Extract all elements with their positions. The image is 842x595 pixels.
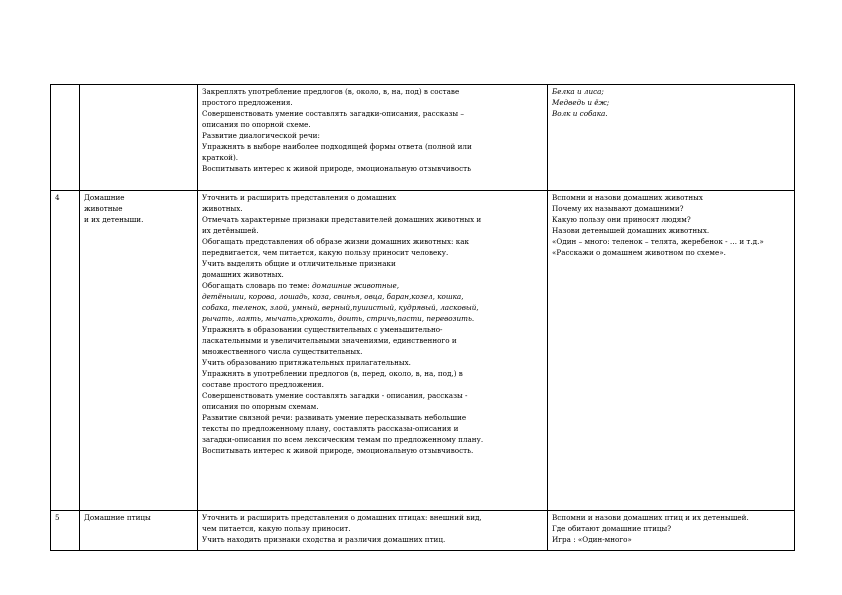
- goal-line: составе простого предложения.: [202, 380, 324, 389]
- game-line: Белка и лиса;: [552, 87, 604, 96]
- goal-line: Уточнить и расширить представления о домашних: [202, 193, 397, 202]
- goal-line: Учить образованию притяжательных прилагательных.: [202, 358, 411, 367]
- goal-line: детёныши, корова, лошадь, коза, свинья, овца, баран,козел, кошка,: [202, 292, 464, 301]
- goal-line: рычать, лаять, мычать,хрюкать, доить, стричь,пасти, перевозить.: [202, 314, 475, 323]
- row-number: 5: [55, 513, 60, 522]
- games-cell: [548, 85, 795, 191]
- goal-line: Закреплять употребление предлогов (в, около, в, на, под) в составе: [202, 87, 460, 96]
- lesson-plan-table: [50, 84, 795, 551]
- goal-line: Развитие диалогической речи:: [202, 131, 320, 140]
- goals-cell: [198, 85, 548, 191]
- goal-line: Обогащать представления об образе жизни домашних животных: как: [202, 237, 470, 246]
- goal-line: Уточнить и расширить представления о домашних птицах: внешний вид,: [202, 513, 482, 522]
- goal-line: Развитие связной речи: развивать умение пересказывать небольшие: [202, 413, 467, 422]
- topic-line: Домашние птицы: [84, 513, 151, 522]
- goals-cell: [198, 191, 548, 511]
- game-line: Медведь и ёж;: [552, 98, 610, 107]
- table-row: [51, 85, 795, 191]
- goals-cell: [198, 511, 548, 551]
- topic-line: животные: [84, 204, 123, 213]
- goal-line: животных.: [202, 204, 243, 213]
- goal-text: Обогащать словарь по теме:: [202, 281, 310, 290]
- row-number: 4: [55, 193, 60, 202]
- game-line: Игра : «Один-много»: [552, 535, 632, 544]
- goal-line: загадки-описания по всем лексическим темам по предложенному плану.: [202, 435, 484, 444]
- topic-line: Домашние: [84, 193, 125, 202]
- goal-line: собака, теленок, злой, умный, верный,пушистый, кудрявый, ласковый,: [202, 303, 479, 312]
- game-line: Какую пользу они приносят людям?: [552, 215, 691, 224]
- goal-text-italic: домашние животные,: [309, 281, 400, 290]
- table-row: [51, 511, 795, 551]
- game-line: Вспомни и назови домашних птиц и их детенышей.: [552, 513, 749, 522]
- goal-line: Упражнять в образовании существительных с уменьшительно-: [202, 325, 443, 334]
- topic-cell: [80, 511, 198, 551]
- goal-line: чем питается, какую пользу приносит.: [202, 524, 351, 533]
- game-line: Почему их называют домашними?: [552, 204, 684, 213]
- row-number-cell: [51, 191, 80, 511]
- topic-cell: [80, 191, 198, 511]
- goal-line: простого предложения.: [202, 98, 293, 107]
- goal-line: ласкательными и увеличительными значениями, единственного и: [202, 336, 457, 345]
- goal-line: Отмечать характерные признаки представителей домашних животных и: [202, 215, 482, 224]
- game-line: «Расскажи о домашнем животном по схеме».: [552, 248, 726, 257]
- game-line: Назови детенышей домашних животных.: [552, 226, 710, 235]
- topic-cell: [80, 85, 198, 191]
- goal-line: описания по опорной схеме.: [202, 120, 311, 129]
- goal-line: Совершенствовать умение составлять загадки-описания, рассказы –: [202, 109, 465, 118]
- games-cell: [548, 191, 795, 511]
- goal-line: тексты по предложенному плану, составлять рассказы-описания и: [202, 424, 459, 433]
- goal-line: Упражнять в выборе наиболее подходящей формы ответа (полной или: [202, 142, 472, 151]
- goal-line: домашних животных.: [202, 270, 284, 279]
- game-line: Волк и собака.: [552, 109, 608, 118]
- goal-line: Совершенствовать умение составлять загадки - описания, рассказы -: [202, 391, 468, 400]
- goal-line: Воспитывать интерес к живой природе, эмоциональную отзывчивость.: [202, 446, 474, 455]
- goal-line: [202, 280, 543, 291]
- games-cell: [548, 511, 795, 551]
- goal-line: их детёнышей.: [202, 226, 259, 235]
- goal-line: краткой).: [202, 153, 239, 162]
- game-line: Вспомни и назови домашних животных: [552, 193, 703, 202]
- topic-line: и их детеныши.: [84, 215, 144, 224]
- table-row: [51, 191, 795, 511]
- goal-line: множественного числа существительных.: [202, 347, 363, 356]
- goal-line: Воспитывать интерес к живой природе, эмоциональную отзывчивость: [202, 164, 472, 173]
- game-line: «Один – много: теленок – телята, жеребенок - … и т.д.»: [552, 237, 764, 246]
- goal-line: Учить выделять общие и отличительные признаки: [202, 259, 396, 268]
- row-number-cell: [51, 85, 80, 191]
- game-line: Где обитают домашние птицы?: [552, 524, 672, 533]
- goal-line: передвигается, чем питается, какую пользу приносит человеку.: [202, 248, 449, 257]
- row-number-cell: [51, 511, 80, 551]
- goal-line: описания по опорным схемам.: [202, 402, 319, 411]
- goal-line: Упражнять в употреблении предлогов (в, перед, около, в, на, под,) в: [202, 369, 463, 378]
- goal-line: Учить находить признаки сходства и различия домашних птиц.: [202, 535, 446, 544]
